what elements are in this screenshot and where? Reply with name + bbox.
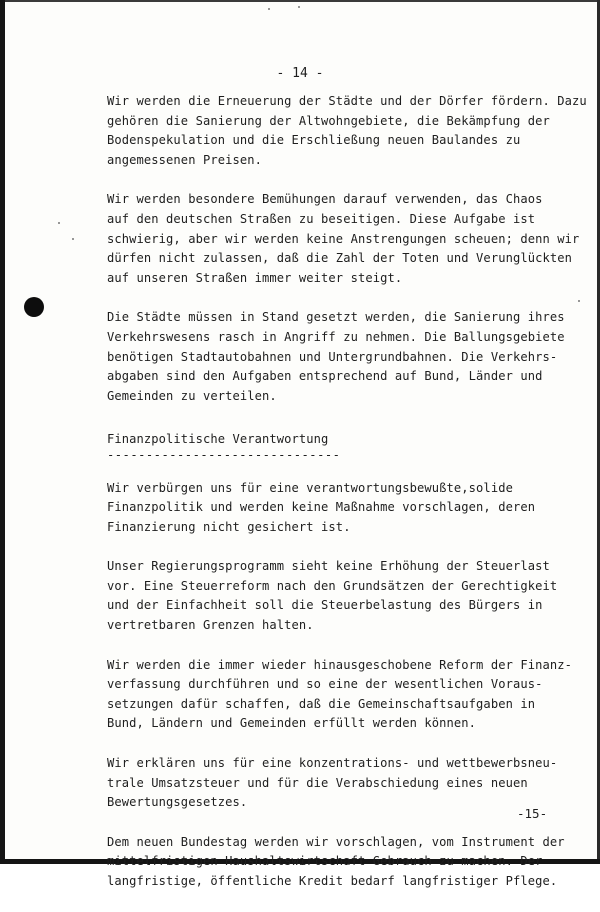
scan-border-top xyxy=(0,0,600,2)
next-page-marker: -15- xyxy=(517,806,548,821)
text-line: Gemeinden zu verteilen. xyxy=(107,388,277,403)
text-line: Wir erklären uns für eine konzentrations- und wettbewerbsneu- xyxy=(107,756,558,771)
text-line: benötigen Stadtautobahnen und Untergrundbahnen. Die Verkehrs- xyxy=(107,349,558,364)
text-line: und der Einfachheit soll die Steuerbelastung des Bürgers in xyxy=(107,598,543,613)
text-line: verfassung durchführen und so eine der wesentlichen Voraus- xyxy=(107,677,543,692)
paragraph xyxy=(107,656,577,734)
paragraph xyxy=(107,833,577,892)
page-number: - 14 - xyxy=(276,66,324,81)
text-line: Wir werden die immer wieder hinausgeschobene Reform der Finanz- xyxy=(107,657,573,672)
text-line: dürfen nicht zulassen, daß die Zahl der Toten und Verunglückten xyxy=(107,251,573,266)
scan-speck xyxy=(268,8,270,10)
text-line: Unser Regierungsprogramm sieht keine Erhöhung der Steuerlast xyxy=(107,559,550,574)
text-line: Die Städte müssen in Stand gesetzt werden, die Sanierung ihres xyxy=(107,310,565,325)
paragraph xyxy=(107,754,577,813)
text-line: vor. Eine Steuerreform nach den Grundsätzen der Gerechtigkeit xyxy=(107,578,558,593)
scan-speck xyxy=(72,238,74,240)
text-line: Bodenspekulation und die Erschließung neuen Baulandes zu xyxy=(107,133,521,148)
text-line: abgaben sind den Aufgaben entsprechend auf Bund, Länder und xyxy=(107,369,543,384)
text-line: gehören die Sanierung der Altwohngebiete, die Bekämpfung der xyxy=(107,113,550,128)
scan-speck xyxy=(298,6,300,8)
text-line: Wir werden die Erneuerung der Städte und der Dörfer fördern. Dazu xyxy=(107,94,587,108)
text-line: auf den deutschen Straßen zu beseitigen. Diese Aufgabe ist xyxy=(107,211,536,226)
text-line: Bund, Ländern und Gemeinden erfüllt werden können. xyxy=(107,716,477,731)
text-line: Verkehrswesens rasch in Angriff zu nehmen. Die Ballungsgebiete xyxy=(107,329,565,344)
text-line: Finanzierung nicht gesichert ist. xyxy=(107,519,351,534)
text-line: auf unseren Straßen immer weiter steigt. xyxy=(107,270,403,285)
scan-speck xyxy=(578,300,580,302)
section-heading: Finanzpolitische Verantwortung xyxy=(107,432,329,447)
text-line: trale Umsatzsteuer und für die Verabschiedung eines neuen xyxy=(107,775,528,790)
text-line: setzungen dafür schaffen, daß die Gemeinschaftsaufgaben in xyxy=(107,696,536,711)
text-line: mittelfristigen Haushaltswirtschaft Gebrauch zu machen. Der xyxy=(107,854,543,869)
text-line: vertretbaren Grenzen halten. xyxy=(107,618,314,633)
paragraph xyxy=(107,308,577,406)
scan-speck xyxy=(58,222,60,224)
text-line: schwierig, aber wir werden keine Anstrengungen scheuen; denn wir xyxy=(107,231,580,246)
paragraph xyxy=(107,190,580,288)
scan-border-left xyxy=(0,0,5,864)
section-underline: ------------------------------ xyxy=(107,447,341,462)
paragraph xyxy=(107,92,587,170)
text-line: Dem neuen Bundestag werden wir vorschlagen, vom Instrument der xyxy=(107,834,565,849)
text-line: Wir werden besondere Bemühungen darauf verwenden, das Chaos xyxy=(107,192,543,207)
paragraph xyxy=(107,479,577,538)
document-body xyxy=(107,92,587,912)
text-line: angemessenen Preisen. xyxy=(107,152,263,167)
paragraph xyxy=(107,557,577,635)
text-line: langfristige, öffentliche Kredit bedarf langfristiger Pflege. xyxy=(107,874,558,888)
section-heading-block xyxy=(107,426,577,465)
punch-hole xyxy=(24,297,44,317)
text-line: Wir verbürgen uns für eine verantwortungsbewußte,solide xyxy=(107,480,513,495)
text-line: Bewertungsgesetzes. xyxy=(107,795,248,810)
text-line: Finanzpolitik und werden keine Maßnahme vorschlagen, deren xyxy=(107,500,536,515)
